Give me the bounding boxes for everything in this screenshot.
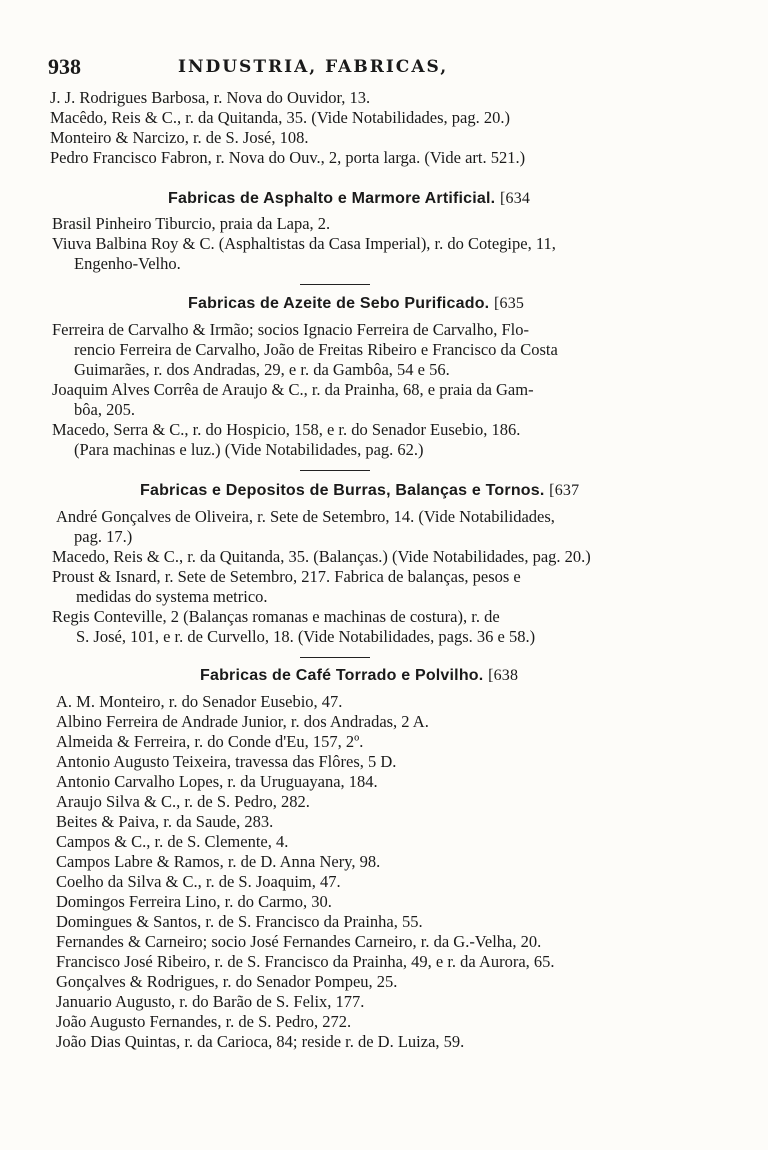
section-divider [300, 657, 370, 658]
section-heading: Fabricas de Asphalto e Marmore Artificial. [634 [168, 190, 531, 207]
list-item: Araujo Silva & C., r. de S. Pedro, 282. [56, 792, 310, 811]
list-item: pag. 17.) [74, 527, 133, 546]
list-item: Proust & Isnard, r. Sete de Setembro, 217. Fabrica de balanças, pesos e [52, 567, 521, 586]
list-item: Ferreira de Carvalho & Irmão; socios Ignacio Ferreira de Carvalho, Flo- [52, 320, 529, 339]
section-divider [300, 470, 370, 471]
page-header [48, 54, 688, 80]
list-item: (Para machinas e luz.) (Vide Notabilidades, pag. 62.) [74, 440, 424, 459]
list-item: Beites & Paiva, r. da Saude, 283. [56, 812, 274, 831]
list-item: Gonçalves & Rodrigues, r. do Senador Pompeu, 25. [56, 972, 398, 991]
list-item: S. José, 101, e r. de Curvello, 18. (Vide Notabilidades, pags. 36 e 58.) [76, 627, 536, 646]
list-item: bôa, 205. [74, 400, 135, 419]
list-item: Campos & C., r. de S. Clemente, 4. [56, 832, 289, 851]
list-item: Guimarães, r. dos Andradas, 29, e r. da Gambôa, 54 e 56. [74, 360, 450, 379]
list-item: Brasil Pinheiro Tiburcio, praia da Lapa, 2. [52, 214, 331, 233]
list-item: Fernandes & Carneiro; socio José Fernandes Carneiro, r. da G.-Velha, 20. [56, 932, 542, 951]
list-item: rencio Ferreira de Carvalho, João de Freitas Ribeiro e Francisco da Costa [74, 340, 558, 359]
list-item: Francisco José Ribeiro, r. de S. Francisco da Prainha, 49, e r. da Aurora, 65. [56, 952, 555, 971]
list-item: Antonio Augusto Teixeira, travessa das Flôres, 5 D. [56, 752, 397, 771]
list-item: Campos Labre & Ramos, r. de D. Anna Nery, 98. [56, 852, 381, 871]
section-heading: Fabricas e Depositos de Burras, Balanças e Tornos. [637 [140, 482, 580, 499]
list-item: Coelho da Silva & C., r. de S. Joaquim, 47. [56, 872, 341, 891]
list-item: Antonio Carvalho Lopes, r. da Uruguayana, 184. [56, 772, 378, 791]
section-heading: Fabricas de Azeite de Sebo Purificado. [635 [188, 295, 525, 312]
list-item: Monteiro & Narcizo, r. de S. José, 108. [50, 128, 309, 147]
running-head: INDUSTRIA, FABRICAS, [178, 57, 449, 77]
list-item: André Gonçalves de Oliveira, r. Sete de Setembro, 14. (Vide Notabilidades, [56, 507, 555, 526]
list-item: João Dias Quintas, r. da Carioca, 84; reside r. de D. Luiza, 59. [56, 1032, 465, 1051]
list-item: Macedo, Reis & C., r. da Quitanda, 35. (Balanças.) (Vide Notabilidades, pag. 20.) [52, 547, 591, 566]
list-item: Regis Conteville, 2 (Balanças romanas e machinas de costura), r. de [52, 607, 500, 626]
list-item: Domingos Ferreira Lino, r. do Carmo, 30. [56, 892, 332, 911]
list-item: Viuva Balbina Roy & C. (Asphaltistas da Casa Imperial), r. do Cotegipe, 11, [52, 234, 556, 253]
list-item: Pedro Francisco Fabron, r. Nova do Ouv., 2, porta larga. (Vide art. 521.) [50, 148, 526, 167]
page-number: 938 [48, 54, 81, 79]
list-item: medidas do systema metrico. [76, 587, 268, 606]
list-item: Januario Augusto, r. do Barão de S. Felix, 177. [56, 992, 365, 1011]
list-item: Almeida & Ferreira, r. do Conde d'Eu, 157, 2º. [56, 732, 364, 751]
list-item: Engenho-Velho. [74, 254, 181, 273]
section-heading: Fabricas de Café Torrado e Polvilho. [638 [200, 667, 519, 684]
list-item: Albino Ferreira de Andrade Junior, r. dos Andradas, 2 A. [56, 712, 429, 731]
list-item: Domingues & Santos, r. de S. Francisco da Prainha, 55. [56, 912, 423, 931]
list-item: Joaquim Alves Corrêa de Araujo & C., r. da Prainha, 68, e praia da Gam- [52, 380, 534, 399]
section-divider [300, 284, 370, 285]
list-item: Macêdo, Reis & C., r. da Quitanda, 35. (Vide Notabilidades, pag. 20.) [50, 108, 510, 127]
list-item: A. M. Monteiro, r. do Senador Eusebio, 47. [56, 692, 343, 711]
list-item: João Augusto Fernandes, r. de S. Pedro, 272. [56, 1012, 352, 1031]
list-item: J. J. Rodrigues Barbosa, r. Nova do Ouvidor, 13. [50, 88, 371, 107]
list-item: Macedo, Serra & C., r. do Hospicio, 158, e r. do Senador Eusebio, 186. [52, 420, 521, 439]
